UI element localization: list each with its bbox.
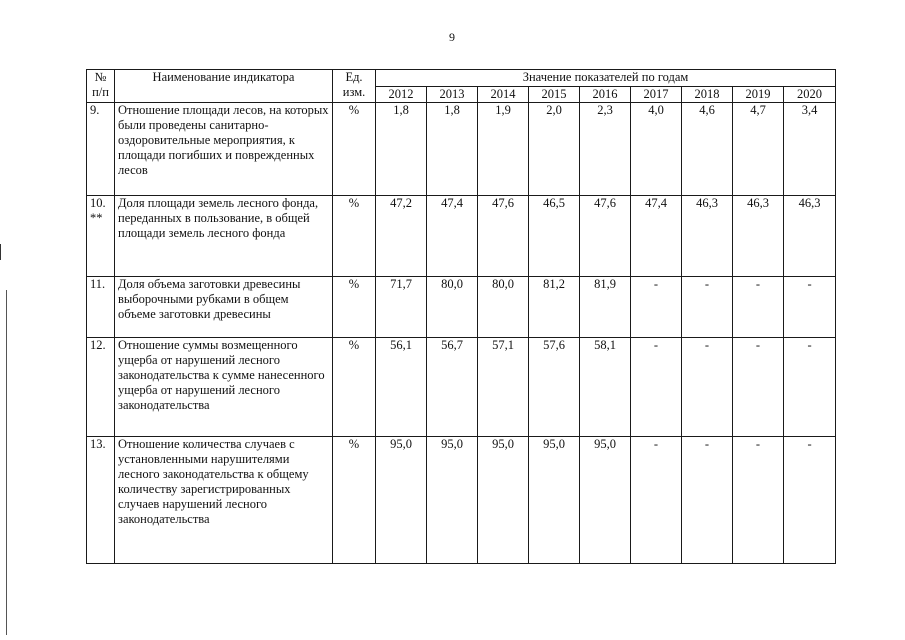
value-cell: 47,2	[376, 196, 427, 277]
value-cell: 56,7	[427, 338, 478, 437]
table-row	[87, 196, 836, 277]
col-header-values: Значение показателей по годам	[376, 70, 836, 87]
year-header: 2019	[733, 87, 784, 103]
row-number: 11.	[87, 277, 115, 338]
value-cell: 46,3	[682, 196, 733, 277]
unit-cell: %	[333, 103, 376, 196]
value-cell: 95,0	[529, 437, 580, 564]
value-cell: 57,6	[529, 338, 580, 437]
year-header: 2013	[427, 87, 478, 103]
value-cell: 95,0	[580, 437, 631, 564]
year-header: 2020	[784, 87, 836, 103]
indicator-name: Отношение количества случаев с установленными нарушителями лесного законодательства к общему количеству зарегистрированных случаев нарушений лесного законодательства	[115, 437, 333, 564]
page-number: 9	[449, 30, 456, 44]
year-header: 2015	[529, 87, 580, 103]
table-row	[87, 103, 836, 196]
value-cell: -	[682, 437, 733, 564]
value-cell: -	[733, 437, 784, 564]
value-cell: -	[631, 437, 682, 564]
year-header: 2018	[682, 87, 733, 103]
value-cell: 95,0	[427, 437, 478, 564]
value-cell: -	[784, 437, 836, 564]
value-cell: -	[733, 277, 784, 338]
value-cell: 95,0	[478, 437, 529, 564]
value-cell: 81,9	[580, 277, 631, 338]
value-cell: -	[784, 277, 836, 338]
row-number: 9.	[87, 103, 115, 196]
table-row	[87, 277, 836, 338]
unit-cell: %	[333, 437, 376, 564]
value-cell: -	[682, 338, 733, 437]
value-cell: -	[733, 338, 784, 437]
value-cell: -	[784, 338, 836, 437]
unit-cell: %	[333, 277, 376, 338]
row-number: 12.	[87, 338, 115, 437]
year-header: 2012	[376, 87, 427, 103]
value-cell: 4,0	[631, 103, 682, 196]
indicator-name: Доля площади земель лесного фонда, переданных в пользование, в общей площади земель лесного фонда	[115, 196, 333, 277]
value-cell: 80,0	[478, 277, 529, 338]
value-cell: 95,0	[376, 437, 427, 564]
col-header-unit: Ед. изм.	[333, 70, 376, 103]
value-cell: 2,0	[529, 103, 580, 196]
value-cell: 46,3	[733, 196, 784, 277]
scan-edge-mark	[0, 244, 1, 260]
value-cell: 1,8	[427, 103, 478, 196]
value-cell: 47,4	[631, 196, 682, 277]
value-cell: 71,7	[376, 277, 427, 338]
value-cell: 2,3	[580, 103, 631, 196]
value-cell: -	[682, 277, 733, 338]
value-cell: 1,9	[478, 103, 529, 196]
scan-edge-line	[6, 290, 7, 635]
unit-cell: %	[333, 196, 376, 277]
value-cell: 47,4	[427, 196, 478, 277]
table-row	[87, 437, 836, 564]
year-header: 2017	[631, 87, 682, 103]
header-row	[87, 70, 836, 87]
row-number: 13.	[87, 437, 115, 564]
value-cell: 47,6	[478, 196, 529, 277]
table-row	[87, 338, 836, 437]
value-cell: 57,1	[478, 338, 529, 437]
value-cell: 56,1	[376, 338, 427, 437]
indicator-name: Доля объема заготовки древесины выборочными рубками в общем объеме заготовки древесины	[115, 277, 333, 338]
value-cell: 47,6	[580, 196, 631, 277]
value-cell: 80,0	[427, 277, 478, 338]
value-cell: 4,7	[733, 103, 784, 196]
year-header: 2016	[580, 87, 631, 103]
col-header-num: № п/п	[87, 70, 115, 103]
col-header-name: Наименование индикатора	[115, 70, 333, 103]
indicator-name: Отношение площади лесов, на которых были проведены санитарно-оздоровительные мероприятия, к площади погибших и поврежденных лесов	[115, 103, 333, 196]
value-cell: -	[631, 338, 682, 437]
indicator-name: Отношение суммы возмещенного ущерба от нарушений лесного законодательства к сумме нанесенного ущерба от нарушений лесного законодательства	[115, 338, 333, 437]
unit-cell: %	[333, 338, 376, 437]
value-cell: 81,2	[529, 277, 580, 338]
value-cell: -	[631, 277, 682, 338]
value-cell: 46,5	[529, 196, 580, 277]
value-cell: 58,1	[580, 338, 631, 437]
year-header: 2014	[478, 87, 529, 103]
value-cell: 4,6	[682, 103, 733, 196]
value-cell: 3,4	[784, 103, 836, 196]
indicators-table	[86, 69, 836, 564]
value-cell: 46,3	[784, 196, 836, 277]
row-number: 10. **	[87, 196, 115, 277]
value-cell: 1,8	[376, 103, 427, 196]
